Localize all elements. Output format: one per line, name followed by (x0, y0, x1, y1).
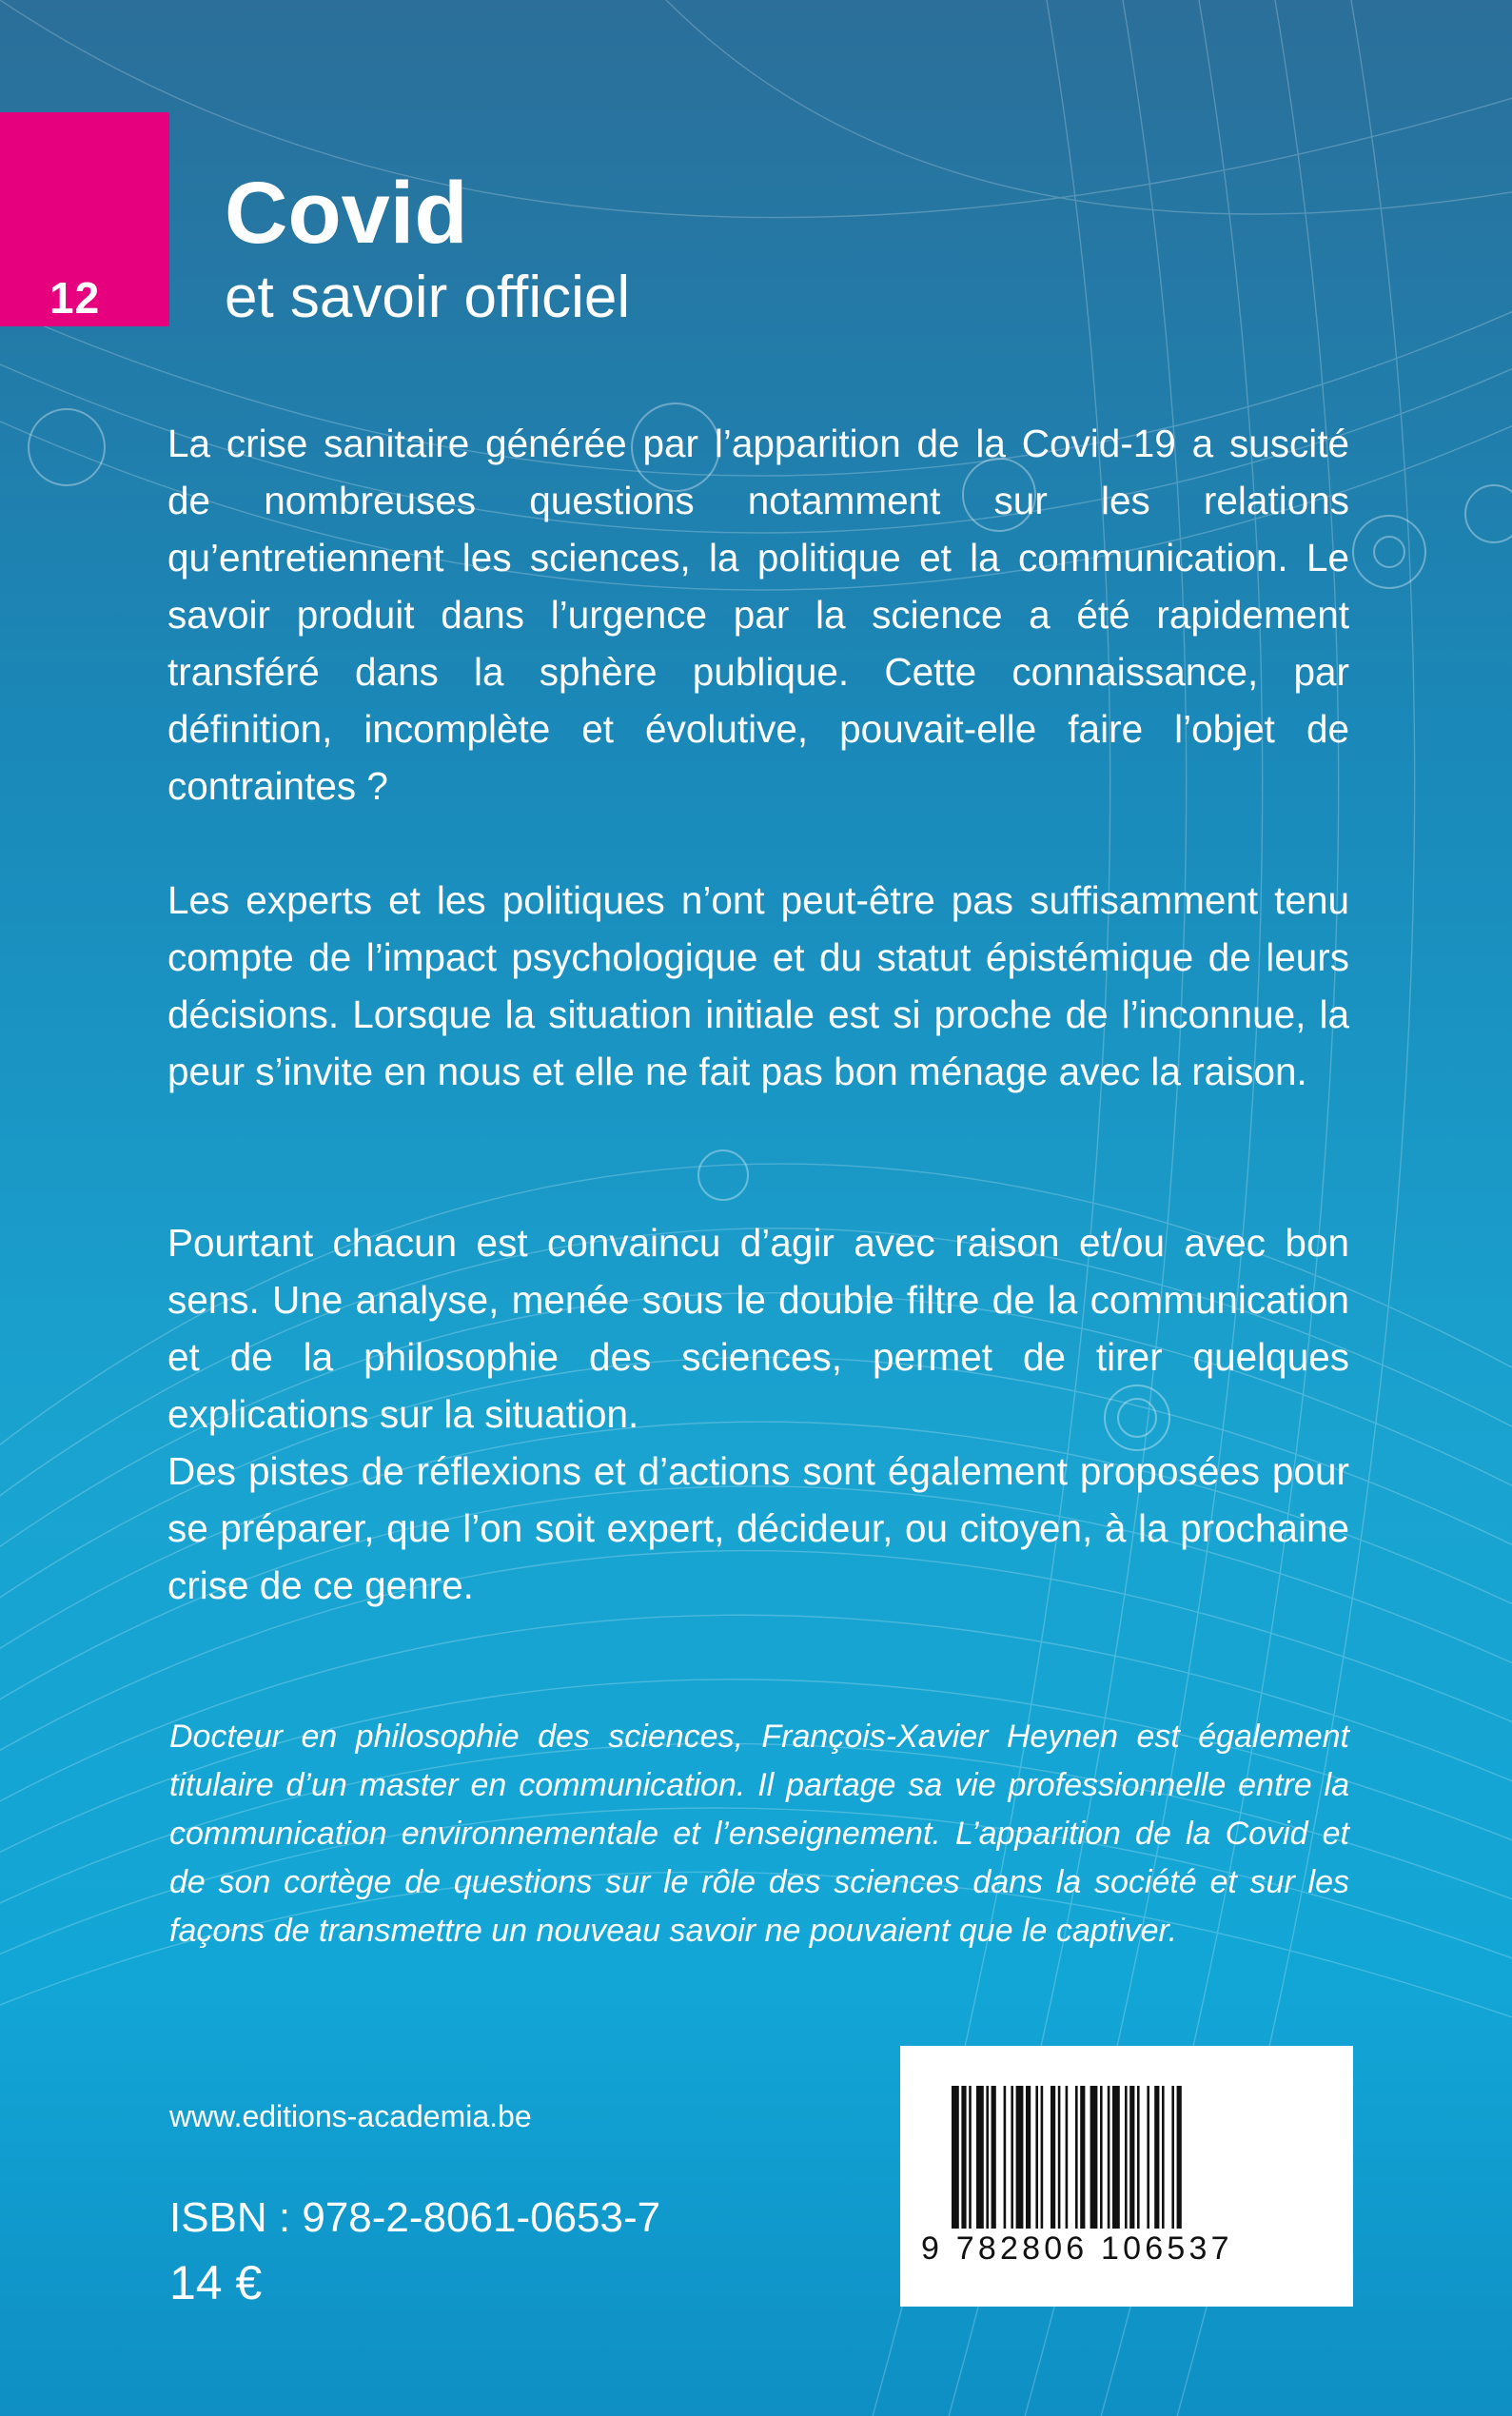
author-bio: Docteur en philosophie des sciences, François-Xavier Heynen est également titulaire d’un master en communication. Il partage sa vie professionnelle entre la communication environnementale et l’enseignement. L’apparition de la Covid et de son cortège de questions sur le rôle des sciences dans la société et sur les façons de transmettre un nouveau savoir ne pouvaient que le captiver. (169, 1719, 1349, 1949)
barcode-bar (976, 2086, 984, 2229)
barcode-bar (1066, 2086, 1069, 2229)
barcode-bar (1004, 2086, 1007, 2229)
barcode-bar (1058, 2086, 1061, 2229)
barcode (900, 2046, 1353, 2307)
isbn: ISBN : 978-2-8061-0653-7 (169, 2194, 661, 2241)
barcode-bar (969, 2086, 972, 2229)
barcode-bars (952, 2086, 1306, 2229)
barcode-bar (1011, 2086, 1013, 2229)
barcode-bar (1041, 2086, 1044, 2229)
series-number: 12 (49, 273, 101, 323)
barcode-bar (1129, 2086, 1134, 2229)
summary-paragraph: Les experts et les politiques n’ont peut-être pas suffisamment tenu compte de l’impact psychologique et du statut épistémique de leurs décisions. Lorsque la situation initiale est si proche de l’inconnue, la peur s’invite en nous et elle ne fait pas bon ménage avec la raison. (167, 878, 1349, 1093)
price: 14 € (169, 2256, 263, 2309)
barcode-bar (952, 2086, 959, 2229)
barcode-bar (1080, 2086, 1085, 2229)
barcode-bar (1137, 2086, 1140, 2229)
summary-paragraph: La crise sanitaire générée par l’apparition de la Covid-19 a suscité de nombreuses questions notamment sur les relations qu’entretiennent les sciences, la politique et la communication. Le savoir produit dans l’urgence par la science a été rapidement transféré dans la sphère publique. Cette connaissance, par définition, incomplète et évolutive, pouvait-elle faire l’objet de contraintes ? (167, 422, 1349, 808)
publisher-website: www.editions-academia.be (169, 2099, 532, 2133)
barcode-bar (1035, 2086, 1038, 2229)
summary-paragraph: Pourtant chacun est convaincu d’agir avec raison et/ou avec bon sens. Une analyse, menée sous le double filtre de la communication et de la philosophie des sciences, permet de tirer quelques explications sur la situation. (167, 1221, 1349, 1436)
barcode-bar (1162, 2086, 1165, 2229)
barcode-bar (961, 2086, 966, 2229)
barcode-digits: 9 782806 106537 (921, 2230, 1233, 2267)
barcode-bar (1016, 2086, 1024, 2229)
barcode-bar (1171, 2086, 1174, 2229)
barcode-bar (1112, 2086, 1120, 2229)
summary-paragraph: Des pistes de réflexions et d’actions sont également proposées pour se préparer, que l’on soit expert, décideur, ou citoyen, à la prochaine crise de ce genre. (167, 1449, 1349, 1607)
barcode-bar (1026, 2086, 1031, 2229)
barcode-bar (1177, 2086, 1182, 2229)
barcode-bar (1125, 2086, 1128, 2229)
barcode-bar (1051, 2086, 1055, 2229)
book-title: Covid (225, 165, 468, 262)
barcode-bar (986, 2086, 989, 2229)
barcode-bar (992, 2086, 996, 2229)
barcode-bar (1090, 2086, 1098, 2229)
book-subtitle: et savoir officiel (225, 265, 631, 330)
barcode-bar (1147, 2086, 1149, 2229)
barcode-bar (1075, 2086, 1078, 2229)
barcode-bar (1108, 2086, 1110, 2229)
barcode-bar (1100, 2086, 1103, 2229)
barcode-bar (1154, 2086, 1159, 2229)
